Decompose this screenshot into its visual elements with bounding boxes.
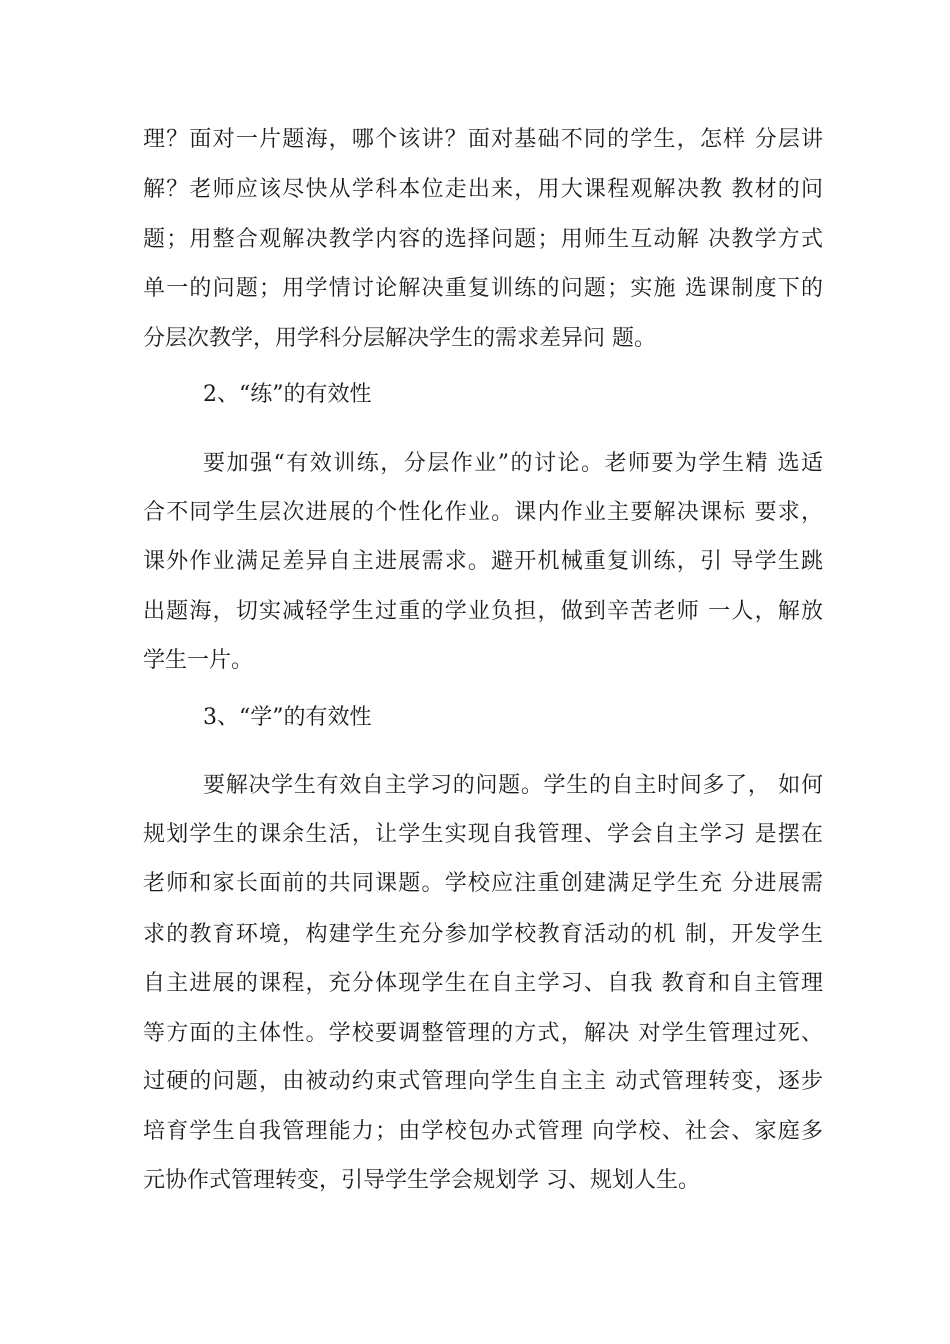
paragraph-3-line-7: 过硬的问题，由被动约束式管理向学生自主主 动式管理转变，逐步 — [143, 1069, 823, 1094]
paragraph-3-line-4: 求的教育环境，构建学生充分参加学校教育活动的机 制，开发学生 — [143, 922, 823, 947]
paragraph-1-line-2: 解？老师应该尽快从学科本位走出来，用大课程观解决教 教材的问 — [143, 177, 823, 202]
section-heading-3: 3、“学”的有效性 — [203, 705, 372, 730]
paragraph-1-line-3: 题；用整合观解决教学内容的选择问题；用师生互动解 决教学方式 — [143, 227, 823, 252]
paragraph-3-line-3: 老师和家长面前的共同课题。学校应注重创建满足学生充 分进展需 — [143, 871, 823, 896]
paragraph-2-line-1: 要加强“有效训练，分层作业”的讨论。老师要为学生精 选适 — [203, 451, 823, 476]
paragraph-2-line-5: 学生一片。 — [143, 648, 254, 673]
paragraph-2-line-4: 出题海，切实减轻学生过重的学业负担，做到辛苦老师 一人，解放 — [143, 599, 823, 624]
paragraph-1-line-5: 分层次教学，用学科分层解决学生的需求差异问 题。 — [143, 326, 656, 351]
paragraph-2-line-2: 合不同学生层次进展的个性化作业。课内作业主要解决课标 要求， — [143, 500, 823, 525]
paragraph-3-line-5: 自主进展的课程，充分体现学生在自主学习、自我 教育和自主管理 — [143, 971, 823, 996]
paragraph-1-line-4: 单一的问题；用学情讨论解决重复训练的问题；实施 选课制度下的 — [143, 276, 823, 301]
paragraph-3-line-2: 规划学生的课余生活，让学生实现自我管理、学会自主学习 是摆在 — [143, 822, 823, 847]
paragraph-3-line-9: 元协作式管理转变，引导学生学会规划学 习、规划人生。 — [143, 1168, 700, 1193]
paragraph-3-line-6: 等方面的主体性。学校要调整管理的方式，解决 对学生管理过死、 — [143, 1021, 823, 1046]
paragraph-3-line-8: 培育学生自我管理能力；由学校包办式管理 向学校、社会、家庭多 — [143, 1119, 823, 1144]
paragraph-3-line-1: 要解决学生有效自主学习的问题。学生的自主时间多了， 如何 — [203, 773, 823, 798]
section-heading-2: 2、“练”的有效性 — [203, 382, 372, 407]
paragraph-2-line-3: 课外作业满足差异自主进展需求。避开机械重复训练，引 导学生跳 — [143, 549, 823, 574]
paragraph-1-line-1: 理？面对一片题海，哪个该讲？面对基础不同的学生，怎样 分层讲 — [143, 127, 823, 152]
